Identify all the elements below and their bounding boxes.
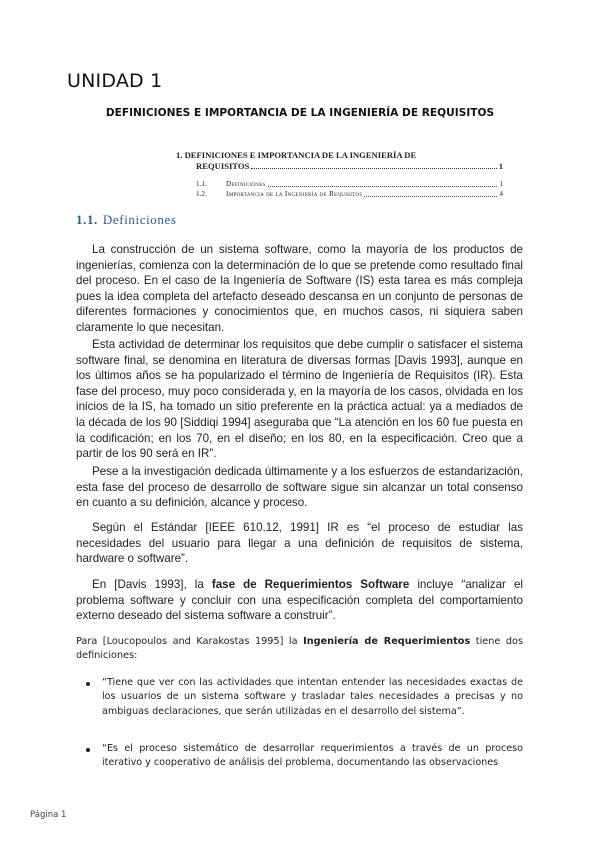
toc-main-page: 1 xyxy=(498,161,503,171)
toc-entry-title: Importancia de la Ingeniería de Requisitos xyxy=(226,190,363,198)
paragraph: La construcción de un sistema software, como la mayoría de los productos de ingenierías, comienza con la determinación de lo que se pretende como resultado final del proceso. En el caso de la Ingeniería de Software (IS) esta tarea es más compleja pues la idea completa del artefacto deseado descansa en un conjunto de personas de diferentes formaciones y conocimientos que, en muchos casos, ni siquiera saben claramente lo que necesitan. xyxy=(76,243,523,334)
paragraph-text: En [Davis 1993], la xyxy=(92,578,212,591)
toc-entry-number: 1.2. xyxy=(196,190,207,198)
toc-entry-title: Definiciones xyxy=(226,180,266,188)
list-item-text: “Es el proceso sistemático de desarrollar requerimientos a través de un proceso iterativo y cooperativo de análisis del problema, documentando las observaciones xyxy=(102,742,523,769)
paragraph-text: incluye “analizar el problema software y concluir con una especificación completa del comportamiento externo deseado del sistema software a construir”. xyxy=(76,578,523,623)
toc-entry-page: 1 xyxy=(499,180,503,188)
toc-entry-number: 1.1. xyxy=(196,180,207,188)
toc-main-line1: 1. DEFINICIONES E IMPORTANCIA DE LA INGENIERÍA DE xyxy=(176,150,417,160)
paragraph: Pese a la investigación dedicada últimamente y a los esfuerzos de estandarización, esta fase del proceso de desarrollo de software sigue sin alcanzar un total consenso en cuanto a su definición, alcance y proceso. xyxy=(76,465,523,510)
section-number: 1.1. xyxy=(76,212,98,227)
bold-term: Ingeniería de Requerimientos xyxy=(303,636,471,647)
section-title: Definiciones xyxy=(102,212,177,227)
paragraph-text: Para [Loucopoulos and Karakostas 1995] la xyxy=(76,636,304,647)
paragraph: Esta actividad de determinar los requisitos que debe cumplir o satisfacer el sistema software final, se denomina en literatura de diversas formas [Davis 1993], aunque en los últimos años se ha popularizado el término de Ingeniería de Requisitos (IR). Esta fase del proceso, muy poco considerada y, en la mayoría de los casos, olvidada en los inicios de la IS, ha tomado un sitio preferente en la práctica actual: ya a mediados de la década de los 90 [Siddiqi 1994] aseguraba que “La atención en los 60 fue puesta en la codificación; en los 70, en el diseño; en los 80, en la especificación. Creo que a partir de los 90 será en IR”. xyxy=(76,338,523,461)
unit-heading: UNIDAD 1 xyxy=(67,70,163,92)
list-item xyxy=(76,742,523,771)
paragraph xyxy=(76,577,523,624)
list-item xyxy=(76,676,523,719)
toc-main-line2: REQUISITOS xyxy=(196,161,250,171)
list-item-text: “Tiene que ver con las actividades que intentan entender las necesidades exactas de los usuarios de un sistema software y trasladar tales necesidades a precisas y no ambiguas declaraciones, que serán utilizadas en el desarrollo del sistema”. xyxy=(102,677,523,717)
toc-main-entry[interactable] xyxy=(176,150,503,172)
toc-leader xyxy=(268,179,498,187)
toc-entry-1-1[interactable] xyxy=(196,179,503,189)
toc-entry-1-2[interactable] xyxy=(196,189,503,199)
bold-term: fase de Requerimientos Software xyxy=(211,578,410,591)
toc-entry-page: 4 xyxy=(499,190,503,198)
page-number-footer: Página 1 xyxy=(30,810,67,820)
document-subtitle: DEFINICIONES E IMPORTANCIA DE LA INGENIERÍA DE REQUISITOS xyxy=(105,107,495,119)
table-of-contents xyxy=(176,150,503,199)
bullet-icon xyxy=(86,682,90,686)
paragraph: Según el Estándar [IEEE 610.12, 1991] IR es “el proceso de estudiar las necesidades del usuario para llegar a una definición de requisitos de sistema, hardware o software”. xyxy=(76,521,523,566)
toc-leader xyxy=(251,161,496,169)
section-heading xyxy=(76,212,177,228)
definition-list xyxy=(76,676,523,793)
paragraph-text: tiene dos definiciones: xyxy=(76,636,523,662)
toc-leader xyxy=(364,189,497,197)
paragraph xyxy=(76,635,523,663)
bullet-icon xyxy=(86,748,90,752)
